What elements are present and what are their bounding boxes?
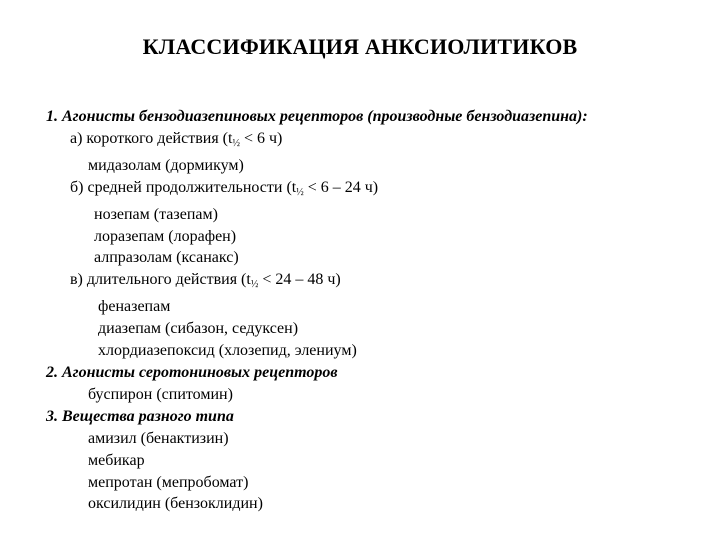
drug-item: оксилидин (бензоклидин) — [88, 495, 263, 513]
subgroup-c-sub: ½ — [250, 279, 259, 291]
page-title: КЛАССИФИКАЦИЯ АНКСИОЛИТИКОВ — [142, 34, 578, 59]
drug-item: лоразепам (лорафен) — [94, 227, 237, 245]
section-1-heading: 1. Агонисты бензодиазепиновых рецепторов (производные бензодиазепина): — [46, 108, 588, 125]
drug-item: хлордиазепоксид (хлозепид, элениум) — [98, 342, 357, 360]
subgroup-a — [46, 128, 706, 155]
subgroup-b-prefix: б) средней продолжительности (t — [70, 178, 297, 196]
section-2-heading: 2. Агонисты серотониновых рецепторов — [46, 363, 338, 381]
subgroup-c-suffix: < 24 – 48 ч) — [258, 271, 341, 289]
subgroup-a-prefix: а) короткого действия (t — [70, 129, 233, 147]
section-3-heading: 3. Вещества разного типа — [46, 407, 234, 425]
subgroup-a-sub: ½ — [232, 137, 240, 149]
subgroup-c — [46, 269, 706, 296]
drug-item: буспирон (спитомин) — [88, 385, 233, 403]
classification-list — [46, 106, 706, 515]
drug-item: мидазолам (дормикум) — [88, 156, 244, 174]
drug-item: мебикар — [88, 451, 145, 469]
subgroup-b-sub: ½ — [296, 186, 304, 198]
subgroup-b — [46, 177, 706, 204]
drug-item: диазепам (сибазон, седуксен) — [98, 320, 299, 338]
drug-item: мепротан (мепробомат) — [88, 473, 249, 491]
subgroup-b-suffix: < 6 – 24 ч) — [303, 178, 379, 196]
subgroup-a-suffix: < 6 ч) — [239, 129, 283, 147]
drug-item: амизил (бенактизин) — [88, 429, 229, 447]
subgroup-c-prefix: в) длительного действия (t — [70, 271, 251, 289]
drug-item: алпразолам (ксанакс) — [94, 249, 239, 267]
drug-item: феназепам — [98, 298, 171, 316]
drug-item: нозепам (тазепам) — [94, 205, 218, 223]
